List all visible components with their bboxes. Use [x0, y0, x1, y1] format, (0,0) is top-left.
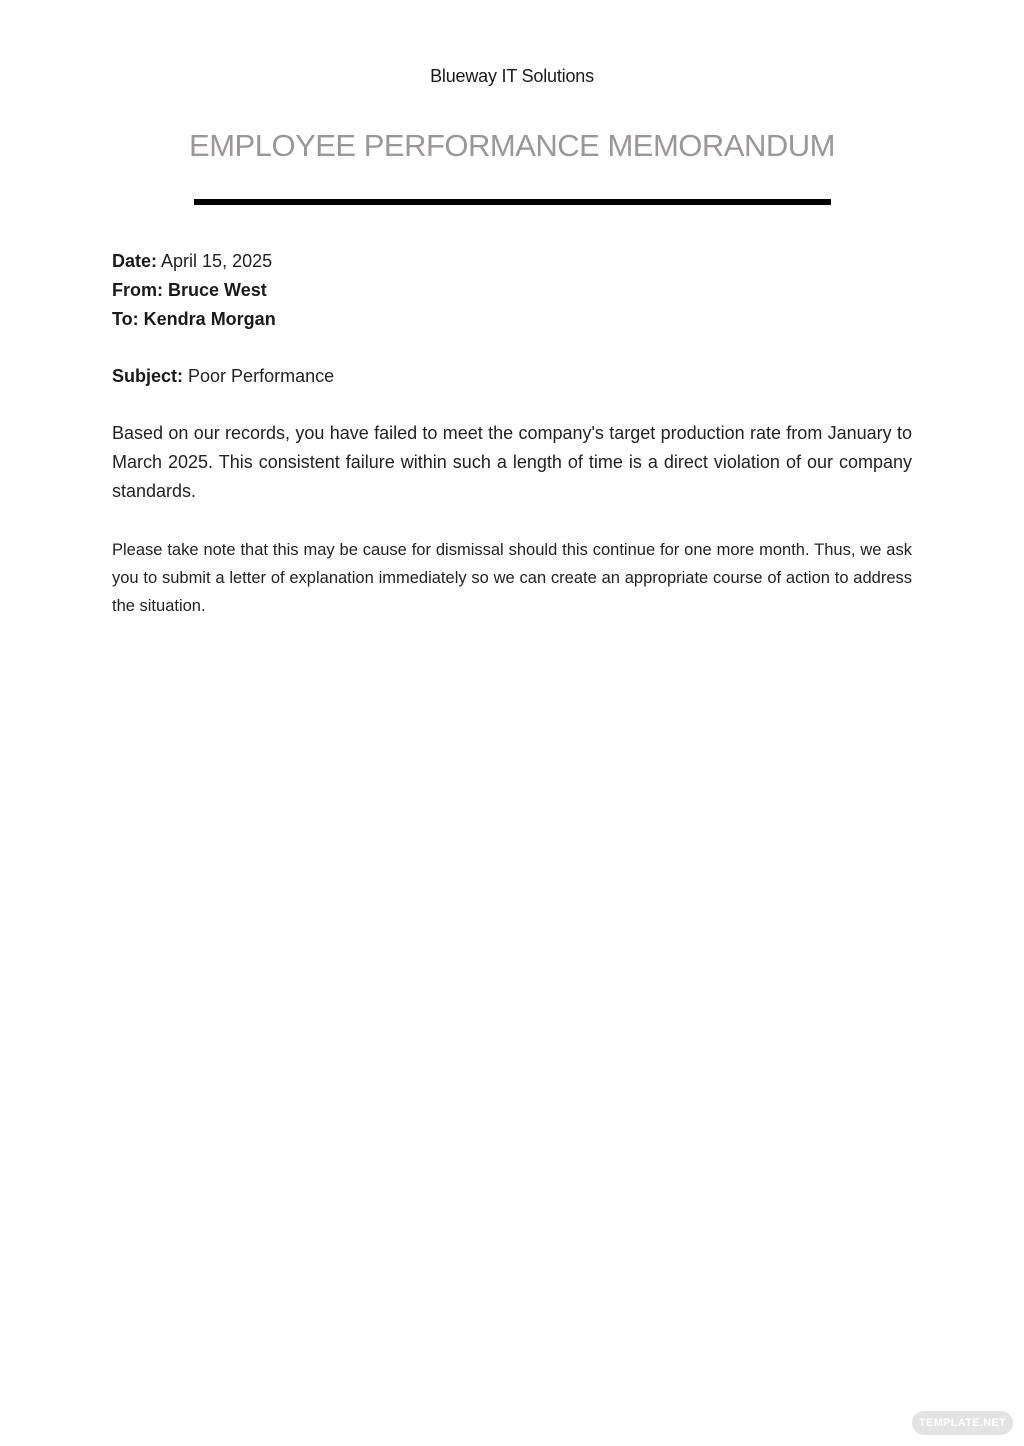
template-net-watermark[interactable]: TEMPLATE.NET: [912, 1411, 1013, 1435]
company-name: Blueway IT Solutions: [430, 66, 594, 86]
memo-title: EMPLOYEE PERFORMANCE MEMORANDUM: [189, 128, 835, 163]
from-value: Bruce West: [168, 280, 267, 300]
subject-label: Subject:: [112, 366, 184, 386]
from-label: From:: [112, 280, 163, 300]
body-paragraph-1: Based on our records, you have failed to meet the company's target production rate from January to March 2025. This consistent failure within such a length of time is a direct violation of our company standards.: [112, 423, 912, 501]
to-line: [112, 305, 276, 334]
date-value: April 15, 2025: [161, 251, 273, 271]
to-value: Kendra Morgan: [143, 309, 276, 329]
body-paragraph-2: Please take note that this may be cause for dismissal should this continue for one more month. Thus, we ask you to submit a letter of explanation immediately so we can create an appropriate course of action to address the situation.: [112, 541, 912, 615]
subject-line: [112, 362, 334, 391]
date-label: Date:: [112, 251, 158, 271]
title-divider: [194, 199, 831, 205]
to-label: To:: [112, 309, 139, 329]
subject-value: Poor Performance: [188, 366, 335, 386]
from-line: [112, 276, 267, 305]
date-line: [112, 247, 272, 276]
